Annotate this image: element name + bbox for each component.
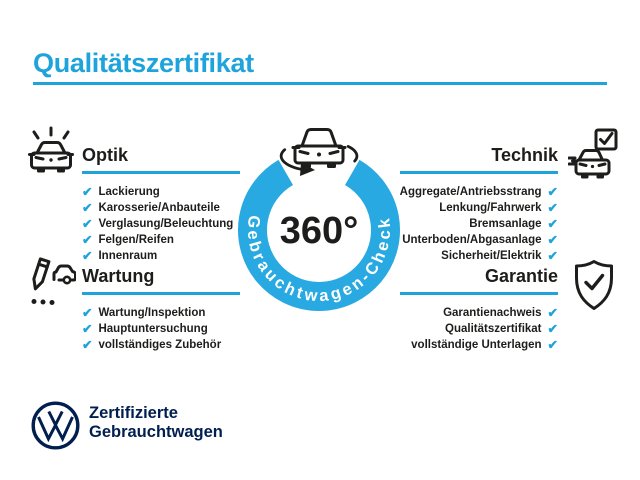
section-technik: [400, 144, 558, 264]
section-garantie-underline: [400, 292, 558, 295]
footer-brand-line2: Gebrauchtwagen: [89, 423, 223, 441]
badge-ring-label: Gebrauchtwagen-Check: [243, 214, 395, 306]
technik-checklist: [400, 184, 558, 264]
page-title: Qualitätszertifikat: [33, 48, 254, 79]
garantie-checklist: [400, 305, 558, 353]
check-icon: ✔: [547, 232, 558, 247]
shield-check-icon: [573, 259, 615, 311]
footer-brand-text: [89, 404, 223, 442]
check-icon: ✔: [82, 184, 93, 199]
service-checklist-icon: [26, 257, 76, 309]
checklist-item: [400, 216, 558, 232]
checklist-item-label: Qualitätszertifikat: [445, 323, 542, 335]
header-divider: [33, 82, 607, 85]
section-technik-title: Technik: [491, 145, 558, 165]
checklist-item-label: Aggregate/Antriebsstrang: [399, 186, 542, 198]
check-icon: ✔: [82, 216, 93, 231]
section-optik-title: Optik: [82, 145, 129, 165]
car-rotation-icon: [281, 130, 357, 177]
checklist-item: [400, 305, 558, 321]
checklist-item: [400, 232, 558, 248]
checklist-item-label: Sicherheit/Elektrik: [441, 250, 542, 262]
badge-value: 360°: [279, 210, 359, 252]
check-icon: ✔: [547, 305, 558, 320]
check-icon: ✔: [547, 200, 558, 215]
checklist-item: [82, 232, 240, 248]
checklist-item: [400, 184, 558, 200]
footer-brand-line1: Zertifizierte: [89, 404, 178, 422]
shiny-car-icon: [26, 126, 76, 178]
check-icon: ✔: [547, 321, 558, 336]
section-optik: [82, 144, 240, 264]
car-checkbox-icon: [568, 128, 618, 180]
check-icon: ✔: [547, 216, 558, 231]
checklist-item-label: Lackierung: [98, 186, 160, 198]
check-icon: ✔: [82, 305, 93, 320]
check-icon: ✔: [82, 321, 93, 336]
360-check-badge: [230, 120, 408, 320]
checklist-item: [82, 337, 240, 353]
checklist-item: [400, 200, 558, 216]
checklist-item-label: Karosserie/Anbauteile: [98, 202, 220, 214]
checklist-item: [82, 321, 240, 337]
optik-checklist: [82, 184, 240, 264]
checklist-item-label: Felgen/Reifen: [98, 234, 174, 246]
check-icon: ✔: [82, 337, 93, 352]
checklist-item-label: Lenkung/Fahrwerk: [439, 202, 542, 214]
check-icon: ✔: [547, 337, 558, 352]
checklist-item-label: Unterboden/Abgasanlage: [402, 234, 542, 246]
check-icon: ✔: [82, 200, 93, 215]
section-wartung: [82, 265, 240, 353]
check-icon: ✔: [82, 232, 93, 247]
checklist-item: [82, 200, 240, 216]
section-wartung-title: Wartung: [82, 266, 155, 286]
checklist-item: [400, 321, 558, 337]
checklist-item: [82, 248, 240, 264]
checklist-item-label: Wartung/Inspektion: [98, 307, 206, 319]
checklist-item-label: vollständige Unterlagen: [411, 339, 542, 351]
checklist-item-label: Bremsanlage: [469, 218, 542, 230]
section-garantie: [400, 265, 558, 353]
checklist-item: [400, 248, 558, 264]
checklist-item: [82, 305, 240, 321]
check-icon: ✔: [547, 184, 558, 199]
section-garantie-title: Garantie: [484, 266, 558, 286]
checklist-item-label: Verglasung/Beleuchtung: [98, 218, 234, 230]
section-optik-underline: [82, 171, 240, 174]
vw-logo: [30, 400, 81, 451]
checklist-item-label: Garantienachweis: [443, 307, 542, 319]
checklist-item-label: vollständiges Zubehör: [98, 339, 222, 351]
checklist-item: [400, 337, 558, 353]
checklist-item: [82, 184, 240, 200]
section-wartung-underline: [82, 292, 240, 295]
checklist-item-label: Innenraum: [98, 250, 158, 262]
check-icon: ✔: [547, 248, 558, 263]
check-icon: ✔: [82, 248, 93, 263]
section-technik-underline: [400, 171, 558, 174]
checklist-item: [82, 216, 240, 232]
checklist-item-label: Hauptuntersuchung: [98, 323, 208, 335]
wartung-checklist: [82, 305, 240, 353]
